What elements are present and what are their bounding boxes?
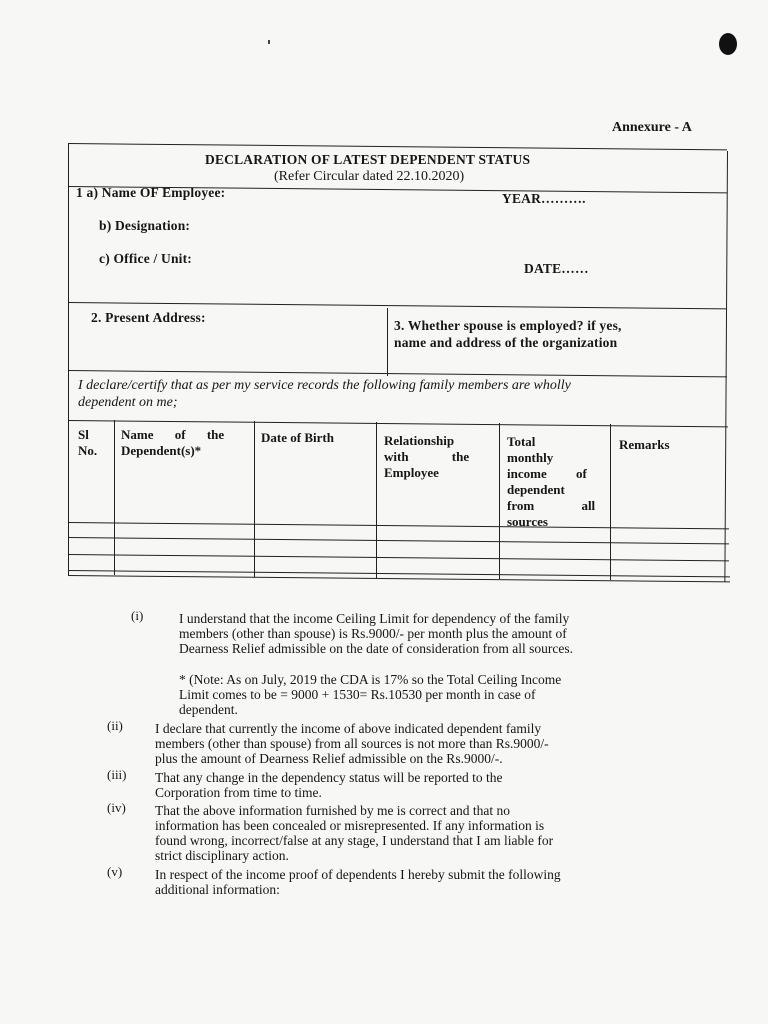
- annexure-label: Annexure - A: [612, 120, 692, 135]
- designation-label: b) Designation:: [99, 218, 191, 233]
- spouse-employed-label-line1: 3. Whether spouse is employed? if yes,: [394, 318, 622, 333]
- clause-note: * (Note: As on July, 2019 the CDA is 17% so the Total Ceiling Income Limit comes to be = 9000 + 1530= Rs.10530 per month in case of dependent.: [179, 672, 562, 717]
- employee-name-label: 1 a) Name OF Employee:: [76, 185, 226, 200]
- col-header-total-income: Total monthly income of dependent from all sources: [507, 434, 596, 529]
- scan-speck: [268, 40, 270, 44]
- col-header-dependent-name: Name of the Dependent(s)*: [121, 427, 225, 458]
- col-header-date-of-birth: Date of Birth: [261, 430, 334, 445]
- date-label: DATE……: [524, 261, 589, 276]
- declaration-statement-line1: I declare/certify that as per my service records the following family members are wholly: [78, 378, 571, 393]
- col-header-relationship: Relationship with the Employee: [384, 433, 470, 480]
- clause-number: (ii): [107, 718, 123, 733]
- year-label: YEAR……….: [502, 191, 586, 206]
- form-title: DECLARATION OF LATEST DEPENDENT STATUS: [205, 152, 531, 167]
- col-header-remarks: Remarks: [619, 437, 670, 452]
- clause-number: (iii): [107, 767, 127, 782]
- clause-number: (v): [107, 864, 123, 879]
- punch-hole-mark: [719, 33, 737, 55]
- col-header-sl-no: Sl No.: [78, 427, 98, 458]
- declaration-statement-line2: dependent on me;: [78, 395, 178, 410]
- form-subtitle: (Refer Circular dated 22.10.2020): [274, 169, 465, 184]
- clause-number: (iv): [107, 800, 126, 815]
- clause-text: I understand that the income Ceiling Limit for dependency of the family members (other than spouse) is Rs.9000/- per month plus the amount of Dearness Relief admissible on the date of consideration from all sources.: [179, 611, 574, 656]
- spouse-employed-label-line2: name and address of the organization: [394, 335, 618, 350]
- clause-text: That the above information furnished by me is correct and that no information has been concealed or misrepresented. If any information is found wrong, incorrect/false at any stage, I understand that I am liable for strict disciplinary action.: [155, 803, 554, 863]
- clause-text: I declare that currently the income of above indicated dependent family members (other than spouse) from all sources is not more than Rs.9000/- plus the amount of Dearness Relief admissible on the Rs.9000/-.: [155, 721, 549, 766]
- office-unit-label: c) Office / Unit:: [99, 251, 192, 266]
- present-address-label: 2. Present Address:: [91, 310, 206, 325]
- clause-text: In respect of the income proof of dependents I hereby submit the following additional information:: [155, 867, 561, 897]
- clause-number: (i): [131, 608, 144, 623]
- clause-text: That any change in the dependency status will be reported to the Corporation from time to time.: [155, 770, 503, 800]
